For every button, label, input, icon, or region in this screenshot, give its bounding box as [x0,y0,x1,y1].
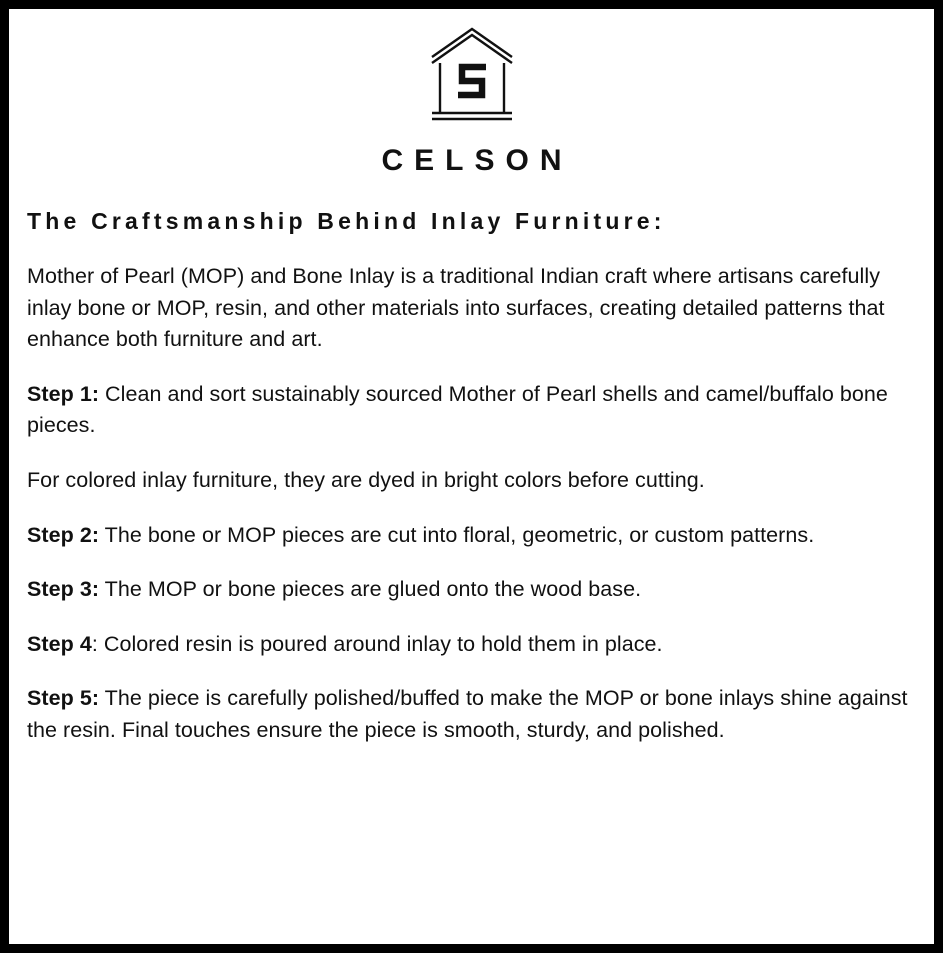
step-paragraph [25,379,918,442]
step-paragraph [25,683,918,746]
step-paragraph [25,574,918,606]
step-text: The MOP or bone pieces are glued onto the wood base. [99,577,642,602]
step-label: Step 2: [27,522,100,547]
house-monogram-icon [426,23,518,125]
page-title: The Craftsmanship Behind Inlay Furniture: [27,208,666,234]
document-body [25,261,918,747]
step-text: Clean and sort sustainably sourced Mother of Pearl shells and camel/buffalo bone pieces. [27,381,888,438]
step-label: Step 3: [27,577,100,602]
step-label: Step 4 [27,631,92,656]
step-label: Step 1: [27,381,100,406]
step-paragraph [25,629,918,661]
brand-name: CELSON [381,144,573,177]
brand-header [25,19,918,178]
intro-paragraph: Mother of Pearl (MOP) and Bone Inlay is a traditional Indian craft where artisans carefully inlay bone or MOP, resin, and other materials into surfaces, creating detailed patterns that enhance both furniture and art. [27,264,885,352]
step-paragraph [25,520,918,552]
step-text: The bone or MOP pieces are cut into floral, geometric, or custom patterns. [99,522,815,547]
step-text: The piece is carefully polished/buffed to make the MOP or bone inlays shine against the resin. Final touches ensure the piece is smooth, sturdy, and polished. [27,686,908,742]
step-label: Step 5: [27,686,100,711]
step-paragraph [25,465,918,497]
step-text: For colored inlay furniture, they are dyed in bright colors before cutting. [27,467,705,492]
step-text: : Colored resin is poured around inlay to hold them in place. [91,631,663,656]
